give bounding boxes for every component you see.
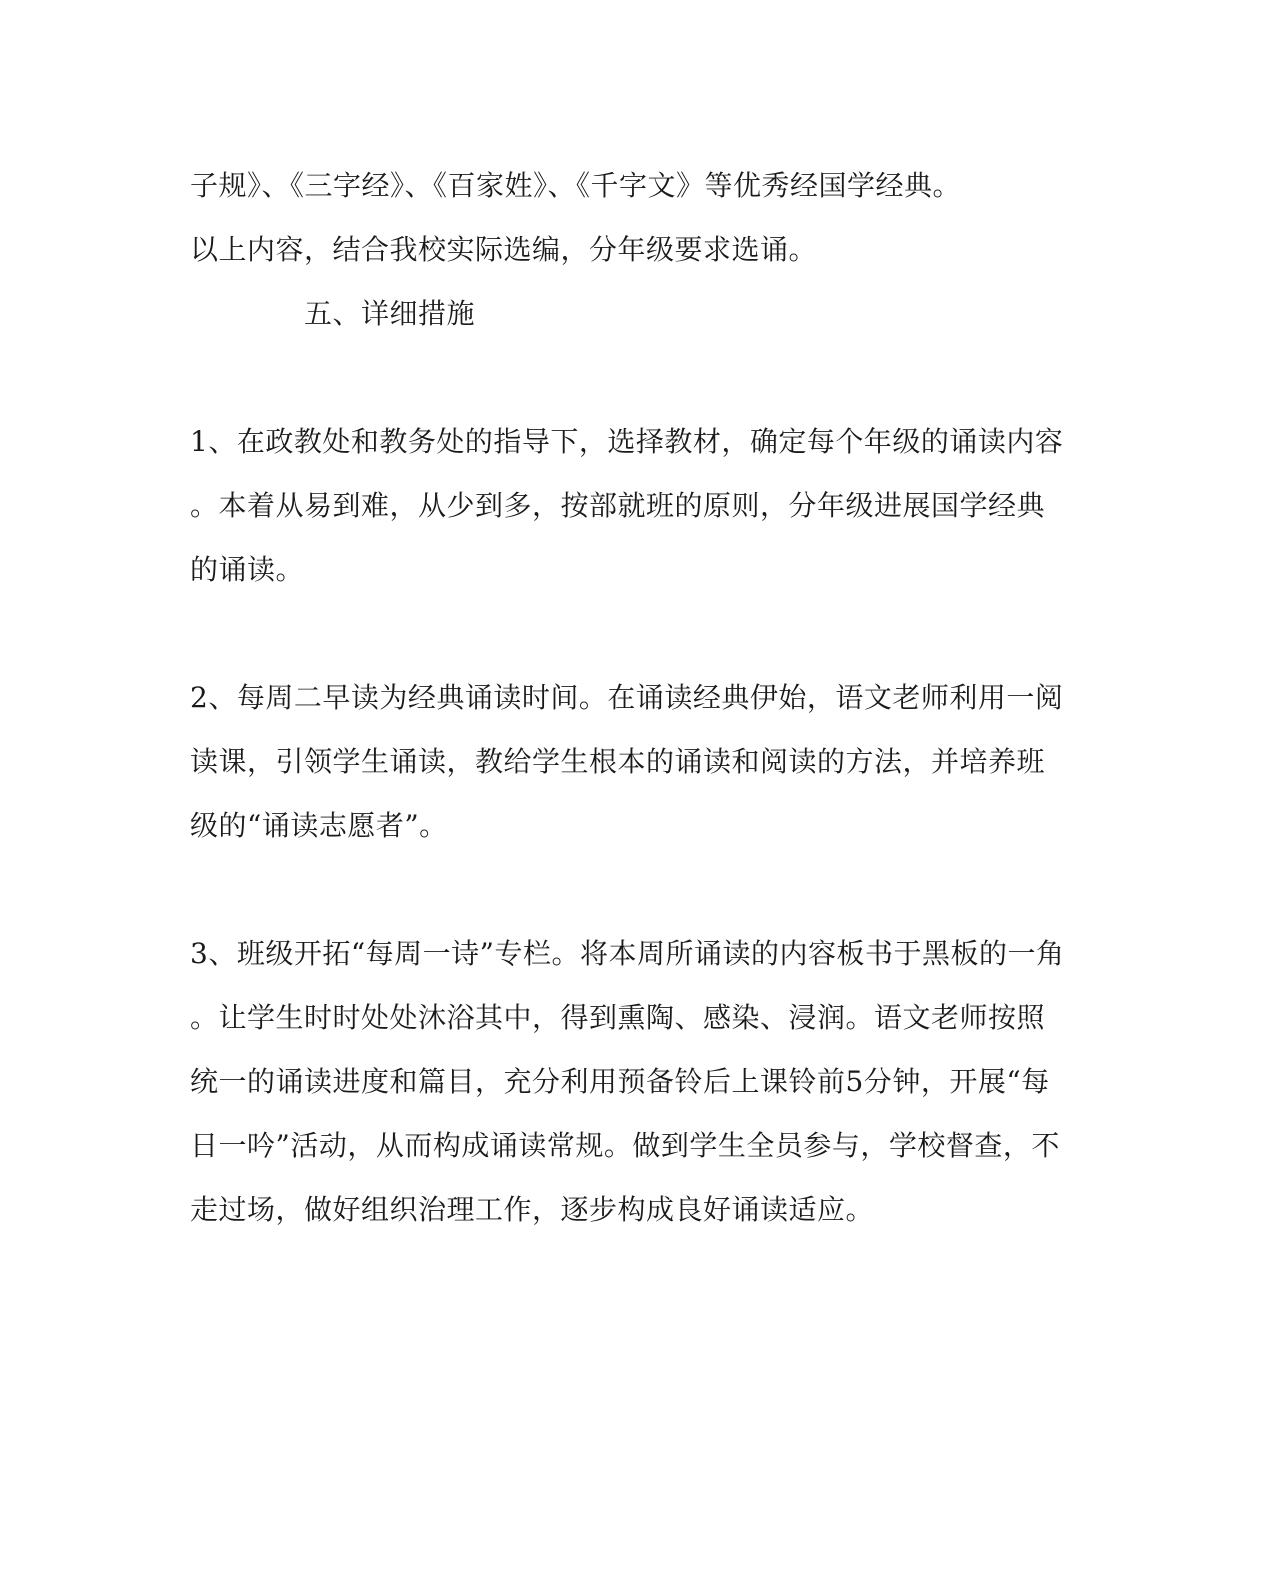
paragraph-2-line-2: 读课，引领学生诵读，教给学生根本的诵读和阅读的方法，并培养班: [190, 745, 1046, 778]
paragraph-3-line-2: 。让学生时时处处沐浴其中，得到熏陶、感染、浸润。语文老师按照: [190, 1001, 1046, 1034]
paragraph-1-line-1: 1、在政教处和教务处的指导下，选择教材，确定每个年级的诵读内容: [190, 425, 1064, 458]
section-heading: 五、详细措施: [304, 297, 476, 330]
paragraph-2-line-1: 2、每周二早读为经典诵读时间。在诵读经典伊始，语文老师利用一阅: [190, 681, 1064, 714]
paragraph-3-line-1: 3、班级开拓“每周一诗”专栏。将本周所诵读的内容板书于黑板的一角: [190, 937, 1065, 970]
paragraph-3-line-5: 走过场，做好组织治理工作，逐步构成良好诵读适应。: [190, 1193, 875, 1226]
paragraph-1-line-3: 的诵读。: [190, 553, 305, 586]
paragraph-3-line-3: 统一的诵读进度和篇目，充分利用预备铃后上课铃前5分钟，开展“每: [190, 1065, 1050, 1098]
paragraph-2-line-3: 级的“诵读志愿者”。: [190, 809, 448, 842]
text-line-2: 以上内容，结合我校实际选编，分年级要求选诵。: [190, 233, 818, 266]
paragraph-3-line-4: 日一吟”活动，从而构成诵读常规。做到学生全员参与，学校督查，不: [190, 1129, 1060, 1162]
paragraph-1-line-2: 。本着从易到难，从少到多，按部就班的原则，分年级进展国学经典: [190, 489, 1046, 522]
text-line-1: 子规》、《三字经》、《百家姓》、《千字文》等优秀经国学经典。: [190, 169, 962, 202]
